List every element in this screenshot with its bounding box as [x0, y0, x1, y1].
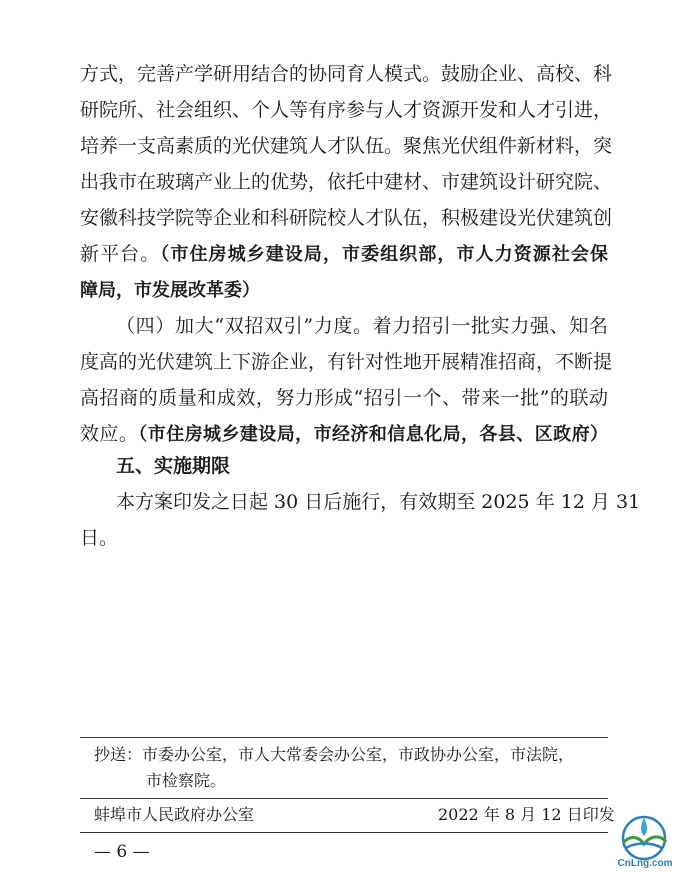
watermark-text: CnLng.com — [617, 858, 673, 869]
footer-rule-bottom — [80, 832, 608, 833]
body-line-3: 培养一支高素质的光伏建筑人才队伍。聚焦光伏组件新材料，突 — [80, 135, 613, 157]
issuer: 蚌埠市人民政府办公室 — [94, 805, 255, 824]
cc-line-1: 抄送：市委办公室，市人大常委会办公室，市政协办公室，市法院， — [94, 745, 575, 764]
footer-rule-top — [80, 737, 608, 738]
body-line-1: 方式，完善产学研用结合的协同育人模式。鼓励企业、高校、科 — [80, 63, 613, 85]
watermark-logo — [610, 812, 680, 869]
cc-line-2: 市检察院。 — [146, 771, 227, 790]
responsible-units-cont: 障局，市发展改革委） — [80, 280, 260, 301]
body-line-2: 研院所、社会组织、个人等有序参与人才资源开发和人才引进， — [80, 99, 613, 121]
body-line-8: （四）加大“双招双引”力度。着力招引一批实力强、知名 — [116, 315, 608, 337]
footer-rule-mid — [80, 798, 608, 799]
body-line-9: 度高的光伏建筑上下游企业，有针对性地开展精准招商，不断提 — [80, 351, 613, 373]
section-title: 五、实施期限 — [116, 455, 231, 477]
body-line-4: 出我市在玻璃产业上的优势，依托中建材、市建筑设计研究院、 — [80, 171, 613, 193]
issue-date: 2022 年 8 月 12 日印发 — [438, 805, 615, 824]
closing-line-1: 本方案印发之日起 30 日后施行，有效期至 2025 年 12 月 31 — [116, 491, 641, 513]
page-number: — 6 — — [94, 842, 150, 862]
body-line-10: 高招商的质量和成效，努力形成“招引一个、带来一批”的联动 — [80, 387, 608, 409]
body-line-5: 安徽科技学院等企业和科研院校人才队伍，积极建设光伏建筑创 — [80, 207, 613, 229]
body-line-7 — [80, 272, 608, 308]
body-line-6: 新平台。（市住房城乡建设局，市委组织部，市人力资源社会保 — [80, 243, 608, 265]
responsible-units-2: （市住房城乡建设局，市经济和信息化局，各县、区政府） — [138, 424, 608, 445]
body-line-11: 效应。（市住房城乡建设局，市经济和信息化局，各县、区政府） — [80, 423, 608, 445]
responsible-units: （市住房城乡建设局，市委组织部，市人力资源社会保 — [160, 244, 608, 265]
closing-line-2: 日。 — [80, 527, 119, 549]
